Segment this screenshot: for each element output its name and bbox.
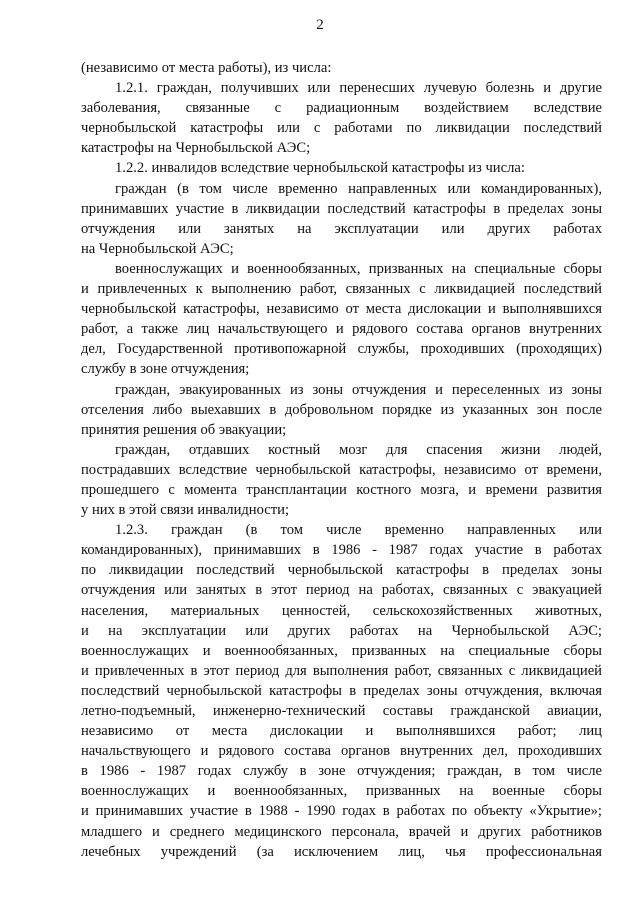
text-line: и привлеченных к выполнению работ, связанных с ликвидацией последствий: [81, 281, 602, 298]
text-line: службу в зоне отчуждения;: [81, 361, 250, 378]
text-line: чернобыльской катастрофы, независимо от места дислокации и выполнявшихся: [81, 301, 602, 318]
text-line: на Чернобыльской АЭС;: [81, 240, 234, 257]
page-number: 2: [316, 17, 324, 33]
text-line: по ликвидации последствий чернобыльской катастрофы в пределах зоны: [81, 562, 602, 579]
text-line: катастрофы на Чернобыльской АЭС;: [81, 140, 311, 157]
text-line: заболевания, связанные с радиационным воздействием вследствие: [81, 100, 602, 117]
text-line: отчуждения или занятых на эксплуатации или других работах: [81, 220, 602, 237]
text-line: 1.2.2. инвалидов вследствие чернобыльской катастрофы из числа:: [115, 160, 525, 177]
text-line: военнослужащих и военнообязанных, призванных на специальные сборы: [81, 642, 602, 659]
text-line: принимавших участие в ликвидации последствий катастрофы в пределах зоны: [81, 200, 602, 217]
text-line: работ, а также лиц начальствующего и рядового состава органов внутренних: [81, 321, 602, 338]
text-line: и принимавших участие в 1988 - 1990 годах в работах по объекту «Укрытие»;: [81, 803, 602, 820]
text-line: у них в этой связи инвалидности;: [81, 502, 289, 519]
text-line: граждан (в том числе временно направленных или командированных),: [115, 180, 602, 197]
text-line: начальствующего и рядового состава органов внутренних дел, проходивших: [81, 743, 602, 760]
text-line: отчуждения или занятых в этот период на работах, связанных с эвакуацией: [81, 582, 602, 599]
text-line: лечебных учреждений (за исключением лиц, чья профессиональная: [81, 843, 602, 860]
text-line: военнослужащих и военнообязанных, призванных на военные сборы: [81, 783, 602, 800]
text-line: чернобыльской катастрофы или с работами по ликвидации последствий: [81, 120, 602, 137]
text-line: командированных), принимавших в 1986 - 1987 годах участие в работах: [81, 542, 602, 559]
text-line: (независимо от места работы), из числа:: [81, 60, 332, 76]
text-line: прошедшего с момента трансплантации костного мозга, и времени развития: [81, 481, 602, 498]
text-line: младшего и среднего медицинского персонала, врачей и других работников: [81, 823, 602, 840]
text-line: и привлеченных в этот период для выполнения работ, связанных с ликвидацией: [81, 662, 602, 679]
text-line: граждан, отдавших костный мозг для спасения жизни людей,: [115, 441, 602, 458]
text-line: отселения либо выехавших в добровольном порядке из указанных зон после: [81, 401, 602, 418]
text-line: 1.2.1. граждан, получивших или перенесших лучевую болезнь и другие: [115, 80, 602, 97]
text-line: последствий чернобыльской катастрофы в пределах зоны отчуждения, включая: [81, 682, 602, 699]
text-line: пострадавших вследствие чернобыльской катастрофы, независимо от времени,: [81, 461, 602, 478]
text-line: 1.2.3. граждан (в том числе временно направленных или: [115, 522, 602, 539]
text-line: независимо от места дислокации и выполнявшихся работ; лиц: [81, 723, 602, 740]
document-body-text: [81, 58, 602, 862]
text-line: принятия решения об эвакуации;: [81, 421, 287, 438]
text-line: в 1986 - 1987 годах службу в зоне отчуждения; граждан, в том числе: [81, 763, 602, 780]
text-line: граждан, эвакуированных из зоны отчуждения и переселенных из зоны: [115, 381, 602, 398]
text-line: и на эксплуатации или других работах на Чернобыльской АЭС;: [81, 622, 602, 639]
text-line: дел, Государственной противопожарной службы, проходивших (проходящих): [81, 341, 602, 358]
text-line: военнослужащих и военнообязанных, призванных на специальные сборы: [115, 260, 602, 277]
text-line: летно-подъемный, инженерно-технический составы гражданской авиации,: [81, 703, 602, 719]
text-line: населения, материальных ценностей, сельскохозяйственных животных,: [81, 602, 602, 619]
